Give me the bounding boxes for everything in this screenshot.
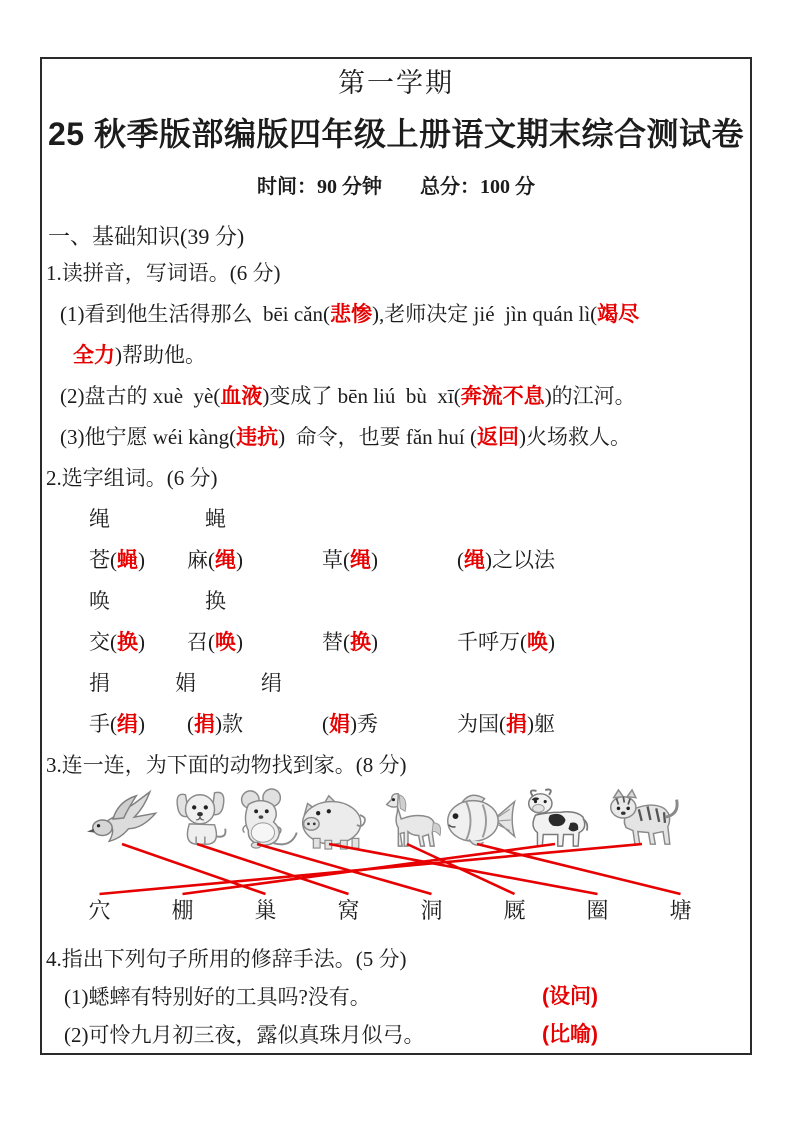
question-text: )的江河。 [544, 384, 636, 408]
answer-cell [457, 540, 746, 581]
question-text: ) [138, 712, 145, 736]
q1-title: 1.读拼音，写词语。(6 分) [46, 261, 281, 285]
question-text: ) [371, 630, 378, 654]
cow-image [520, 788, 590, 850]
tiger-image [602, 788, 682, 850]
option-char: 娟 [175, 671, 196, 695]
puppy-image [169, 788, 225, 850]
question-text: ) [371, 548, 378, 572]
answer-cell [89, 622, 187, 663]
answer-cell [89, 540, 187, 581]
q4-row-2 [46, 1016, 746, 1054]
connection-line [257, 844, 432, 894]
question-text: ( [457, 548, 464, 572]
question-text: ) 命令，也要 fǎn huí ( [278, 425, 478, 449]
answer-cell [322, 704, 457, 745]
q3-title: 3.连一连，为下面的动物找到家。(8 分) [46, 753, 407, 777]
paper-title: 25 秋季版部编版四年级上册语文期末综合测试卷 [48, 116, 744, 152]
answer-text: 悲惨 [330, 303, 373, 326]
answer-text: 血液 [220, 385, 263, 408]
answer-cell [457, 622, 746, 663]
swallow-image [84, 788, 160, 850]
home-char: 圈 [586, 898, 609, 923]
answer-text: 返回 [477, 426, 520, 449]
question-text: 苍( [89, 548, 117, 572]
q2-char-row-2 [46, 581, 746, 622]
answer-text: 绳 [350, 549, 371, 572]
connection-line [122, 844, 266, 894]
question-text: (2)盘古的 xuè yè( [60, 384, 221, 408]
option-char: 绢 [261, 671, 282, 695]
answer-text: 全力 [73, 344, 115, 367]
q4-row-1 [46, 978, 746, 1016]
answer-text: 娟 [329, 713, 350, 736]
q2-answer-row-2 [46, 622, 746, 663]
question-text: (3)他宁愿 wéi kàng( [60, 425, 237, 449]
question-text: 为国( [457, 712, 506, 736]
q2-char-row-1 [46, 499, 746, 540]
home-char: 洞 [420, 898, 443, 923]
connection-line [477, 844, 681, 894]
home-char: 棚 [171, 898, 194, 923]
question-text: 麻( [187, 548, 215, 572]
option-char: 蝇 [205, 507, 226, 531]
question-text: ) [236, 630, 243, 654]
answer-cell [89, 704, 187, 745]
question-text: )款 [215, 712, 243, 736]
answer-text: 绳 [215, 549, 236, 572]
animals-row [46, 786, 746, 850]
question-text: ) [138, 630, 145, 654]
connection-line [100, 844, 643, 894]
q2-answer-row-3 [46, 704, 746, 745]
answer-cell [322, 540, 457, 581]
q4-sentence: (2)可怜九月初三夜，露似真珠月似弓。 [64, 1023, 425, 1047]
answer-text: 捐 [506, 713, 527, 736]
answer-cell [187, 704, 322, 745]
q1-item2 [46, 376, 746, 417]
answer-text: 捐 [194, 713, 215, 736]
q2-answer-row-1 [46, 540, 746, 581]
question-text: 替( [322, 630, 350, 654]
home-char: 巢 [254, 898, 277, 923]
q1-item1-line1 [46, 294, 746, 335]
test-paper-page [40, 57, 752, 1055]
option-char: 换 [205, 589, 226, 613]
connection-line [183, 844, 556, 894]
connection-line [407, 844, 515, 894]
question-text: ) [138, 548, 145, 572]
q1-item1-line2 [46, 335, 746, 376]
mouse-image [229, 788, 285, 850]
home-char: 穴 [88, 898, 111, 923]
pig-image [292, 788, 366, 850]
answer-text: 绢 [117, 713, 138, 736]
home-char: 窝 [337, 898, 360, 923]
option-char: 捐 [89, 671, 110, 695]
answer-text: 奔流不息 [460, 385, 545, 408]
home-char: 塘 [669, 898, 692, 923]
time-limit: 时间：90 分钟 [257, 176, 382, 198]
section1-heading: 一、基础知识(39 分) [48, 224, 245, 249]
answer-text: 蝇 [117, 549, 138, 572]
answer-text: 违抗 [236, 426, 279, 449]
question-text: 召( [187, 630, 215, 654]
question-text: )躯 [527, 712, 555, 736]
question-text: )火场救人。 [519, 425, 632, 449]
question-text: )帮助他。 [115, 343, 206, 367]
matching-exercise-area [46, 786, 746, 926]
semester-title: 第一学期 [338, 68, 454, 98]
q4-answer: (比喻) [542, 1023, 598, 1046]
connection-line [197, 844, 349, 894]
q1-item3 [46, 417, 746, 458]
question-text: ) [548, 630, 555, 654]
answer-text: 竭尽 [597, 303, 640, 326]
option-char: 唤 [89, 589, 110, 613]
q4-title: 4.指出下列句子所用的修辞手法。(5 分) [46, 947, 407, 971]
option-char: 绳 [89, 507, 110, 531]
q4-sentence: (1)蟋蟀有特别好的工具吗?没有。 [64, 985, 371, 1009]
answer-cell [322, 622, 457, 663]
total-score: 总分：100 分 [420, 176, 535, 198]
q2-title: 2.选字组词。(6 分) [46, 466, 218, 490]
q2-char-row-3 [46, 663, 746, 704]
question-text: ) [236, 548, 243, 572]
question-text: )之以法 [485, 548, 555, 572]
home-char: 厩 [503, 898, 526, 923]
answer-text: 绳 [464, 549, 485, 572]
answer-cell [457, 704, 746, 745]
homes-row [46, 896, 746, 926]
horse-image [377, 788, 437, 850]
answer-text: 唤 [527, 631, 548, 654]
question-text: ( [322, 712, 329, 736]
fish-image [440, 788, 514, 850]
question-text: )秀 [350, 712, 378, 736]
question-text: 千呼万( [457, 630, 527, 654]
q4-answer: (设问) [542, 985, 598, 1008]
connection-line [329, 844, 598, 894]
answer-text: 换 [350, 631, 371, 654]
question-text: )变成了 bēn liú bù xī( [262, 384, 461, 408]
answer-text: 换 [117, 631, 138, 654]
answer-cell [187, 622, 322, 663]
answer-cell [187, 540, 322, 581]
question-text: 交( [89, 630, 117, 654]
answer-text: 唤 [215, 631, 236, 654]
question-text: 手( [89, 712, 117, 736]
question-text: ( [187, 712, 194, 736]
question-text: (1)看到他生活得那么 bēi cǎn( [60, 302, 331, 326]
question-text: ),老师决定 jié jìn quán lì( [372, 302, 598, 326]
question-text: 草( [322, 548, 350, 572]
paper-meta [46, 173, 746, 201]
